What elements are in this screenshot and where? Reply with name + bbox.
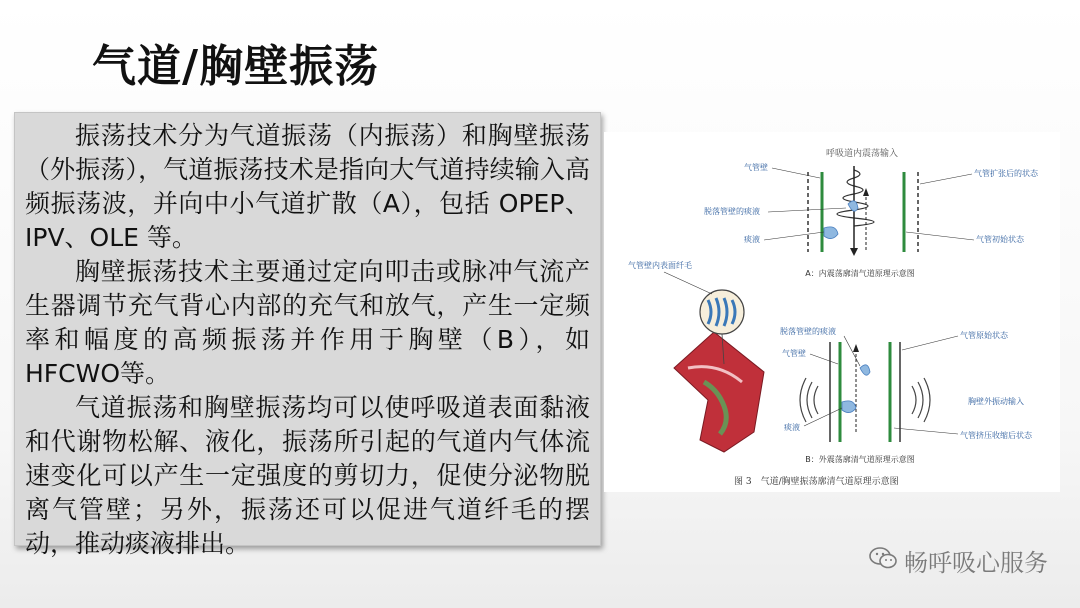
paragraph-oscillation-effects: 气道振荡和胸壁振荡均可以使呼吸道表面黏液和代谢物松解、液化，振荡所引起的气道内气体流速变化可以产生一定强度的剪切力，促使分泌物脱离气管壁；另外，振荡还可以促进气道纤毛的摆动，推动痰液排出。 bbox=[25, 393, 590, 558]
panel-a-leader-expanded bbox=[920, 174, 972, 184]
panel-a-arrow-head bbox=[850, 248, 858, 256]
panel-b-label-detached: 脱落管壁的痰液 bbox=[780, 327, 836, 336]
panel-a-leader-wall bbox=[772, 168, 820, 178]
panel-a-caption: A：内震荡廓清气道原理示意图 bbox=[805, 269, 915, 278]
panel-a-leader-detached bbox=[768, 208, 846, 212]
panel-b-label-compressed: 气管挤压收缩后状态 bbox=[960, 431, 1032, 440]
watermark-text: 畅呼吸心服务 bbox=[904, 549, 1048, 577]
panel-b-leader-compressed bbox=[894, 428, 958, 434]
panel-b-arrow-up-head bbox=[853, 344, 859, 352]
panel-a-arrow-up-head bbox=[863, 188, 869, 196]
oscillation-diagram bbox=[604, 132, 1060, 492]
panel-b-leader-cilia bbox=[664, 272, 712, 294]
paragraph-chest-wall-oscillation: 胸壁振荡技术主要通过定向叩击或脉冲气流产生器调节充气背心内部的充气和放气，产生一定频率和幅度的高频振荡并作用于胸壁（B），如HFCWO等。 bbox=[25, 257, 590, 388]
panel-b-label-original: 气管原始状态 bbox=[960, 331, 1008, 340]
panel-b-label-external-input: 胸壁外振动输入 bbox=[968, 397, 1024, 406]
panel-b-label-wall: 气管壁 bbox=[782, 349, 806, 358]
panel-a-label-detached: 脱落管壁的痰液 bbox=[704, 207, 760, 216]
panel-a-leader-sputum bbox=[764, 232, 824, 240]
panel-b-cilia-magnifier bbox=[700, 290, 744, 334]
panel-a-label-initial: 气管初始状态 bbox=[976, 235, 1024, 244]
panel-b-label-cilia: 气管壁内表面纤毛 bbox=[628, 261, 692, 270]
panel-a-label-wall: 气管壁 bbox=[744, 163, 768, 172]
panel-a-oscillation-spiral bbox=[837, 170, 874, 226]
panel-b-sputum bbox=[842, 401, 856, 413]
body-text-box bbox=[14, 112, 601, 558]
panel-a-top-label: 呼吸道内震荡输入 bbox=[825, 149, 899, 159]
panel-b bbox=[628, 260, 1033, 464]
panel-a-label-sputum: 痰液 bbox=[744, 235, 760, 244]
panel-b-caption: B：外震荡廓清气道原理示意图 bbox=[805, 455, 915, 464]
paragraph-airway-oscillation: 振荡技术分为气道振荡（内振荡）和胸壁振荡（外振荡），气道振荡技术是指向大气道持续输入高频振荡波，并向中小气道扩散（A），包括 OPEP、IPV、OLE 等。 bbox=[25, 121, 590, 252]
panel-b-leader-original bbox=[902, 336, 958, 350]
slide-title: 气道/胸壁振荡 bbox=[92, 41, 380, 92]
panel-b-leader-sputum bbox=[804, 408, 842, 426]
panel-a-leader-initial bbox=[906, 232, 974, 240]
panel-b-sputum-detached bbox=[860, 365, 870, 375]
wechat-icon bbox=[868, 545, 898, 577]
panel-a bbox=[704, 147, 1039, 278]
panel-b-wave-right bbox=[912, 378, 930, 422]
watermark bbox=[868, 543, 1048, 578]
panel-b-leader-wall bbox=[810, 354, 838, 364]
panel-a-sputum bbox=[824, 227, 838, 239]
panel-b-label-sputum: 痰液 bbox=[784, 423, 800, 432]
panel-a-label-expanded: 气管扩张后的状态 bbox=[974, 169, 1038, 178]
panel-b-wave-left bbox=[800, 378, 818, 422]
panel-a-sputum-detached bbox=[848, 201, 858, 211]
figure-caption: 图 3 气道/胸壁振荡廓清气道原理示意图 bbox=[734, 477, 899, 487]
